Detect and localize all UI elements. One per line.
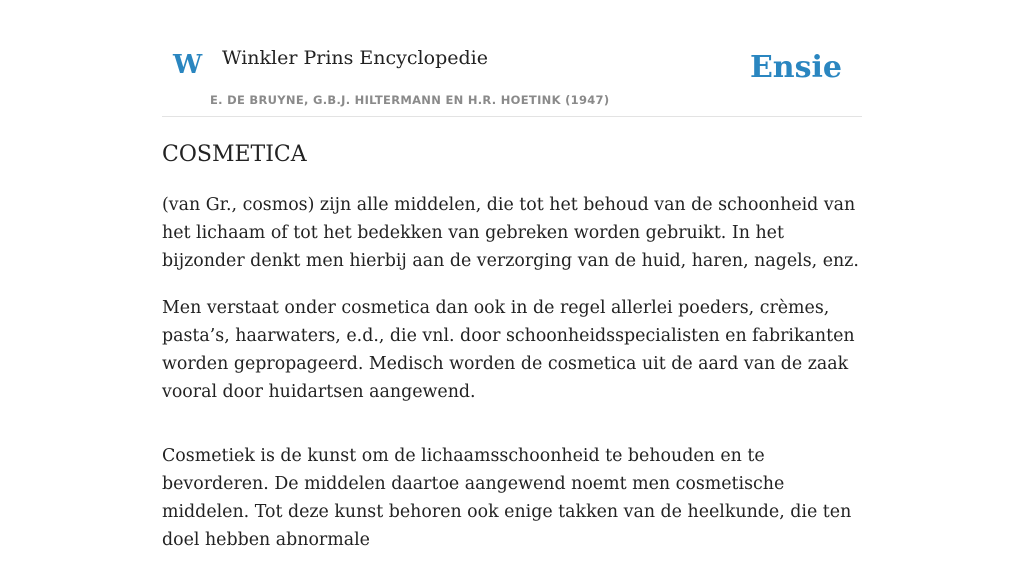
- ensie-logo[interactable]: Ensie: [749, 50, 842, 85]
- publication-title[interactable]: Winkler Prins Encyclopedie: [222, 47, 488, 69]
- article-title: COSMETICA: [162, 142, 307, 167]
- article-paragraph: Men verstaat onder cosmetica dan ook in de regel allerlei poeders, crèmes, pasta’s, haarwaters, e.d., die vnl. door schoonheidsspecialisten en fabrikanten worden gepropageerd. Medisch worden de cosmetica uit de aard van de zaak vooral door huidartsen aangewend.: [162, 298, 855, 402]
- article-paragraph: (van Gr., cosmos) zijn alle middelen, die tot het behoud van de schoonheid van het lichaam of tot het bedekken van gebreken worden gebruikt. In het bijzonder denkt men hierbij aan de verzorging van de huid, haren, nagels, enz.: [162, 195, 859, 271]
- article: [162, 138, 862, 573]
- page-header: [162, 0, 862, 117]
- publication-logo[interactable]: W: [173, 50, 203, 80]
- article-paragraph: Cosmetiek is de kunst om de lichaamsschoonheid te behouden en te bevorderen. De middelen daartoe aangewend noemt men cosmetische middelen. Tot deze kunst behoren ook enige takken van de heelkunde, die ten doel hebben abnormale: [162, 446, 852, 550]
- publication-authors: E. DE BRUYNE, G.B.J. HILTERMANN EN H.R. HOETINK (1947): [210, 93, 610, 107]
